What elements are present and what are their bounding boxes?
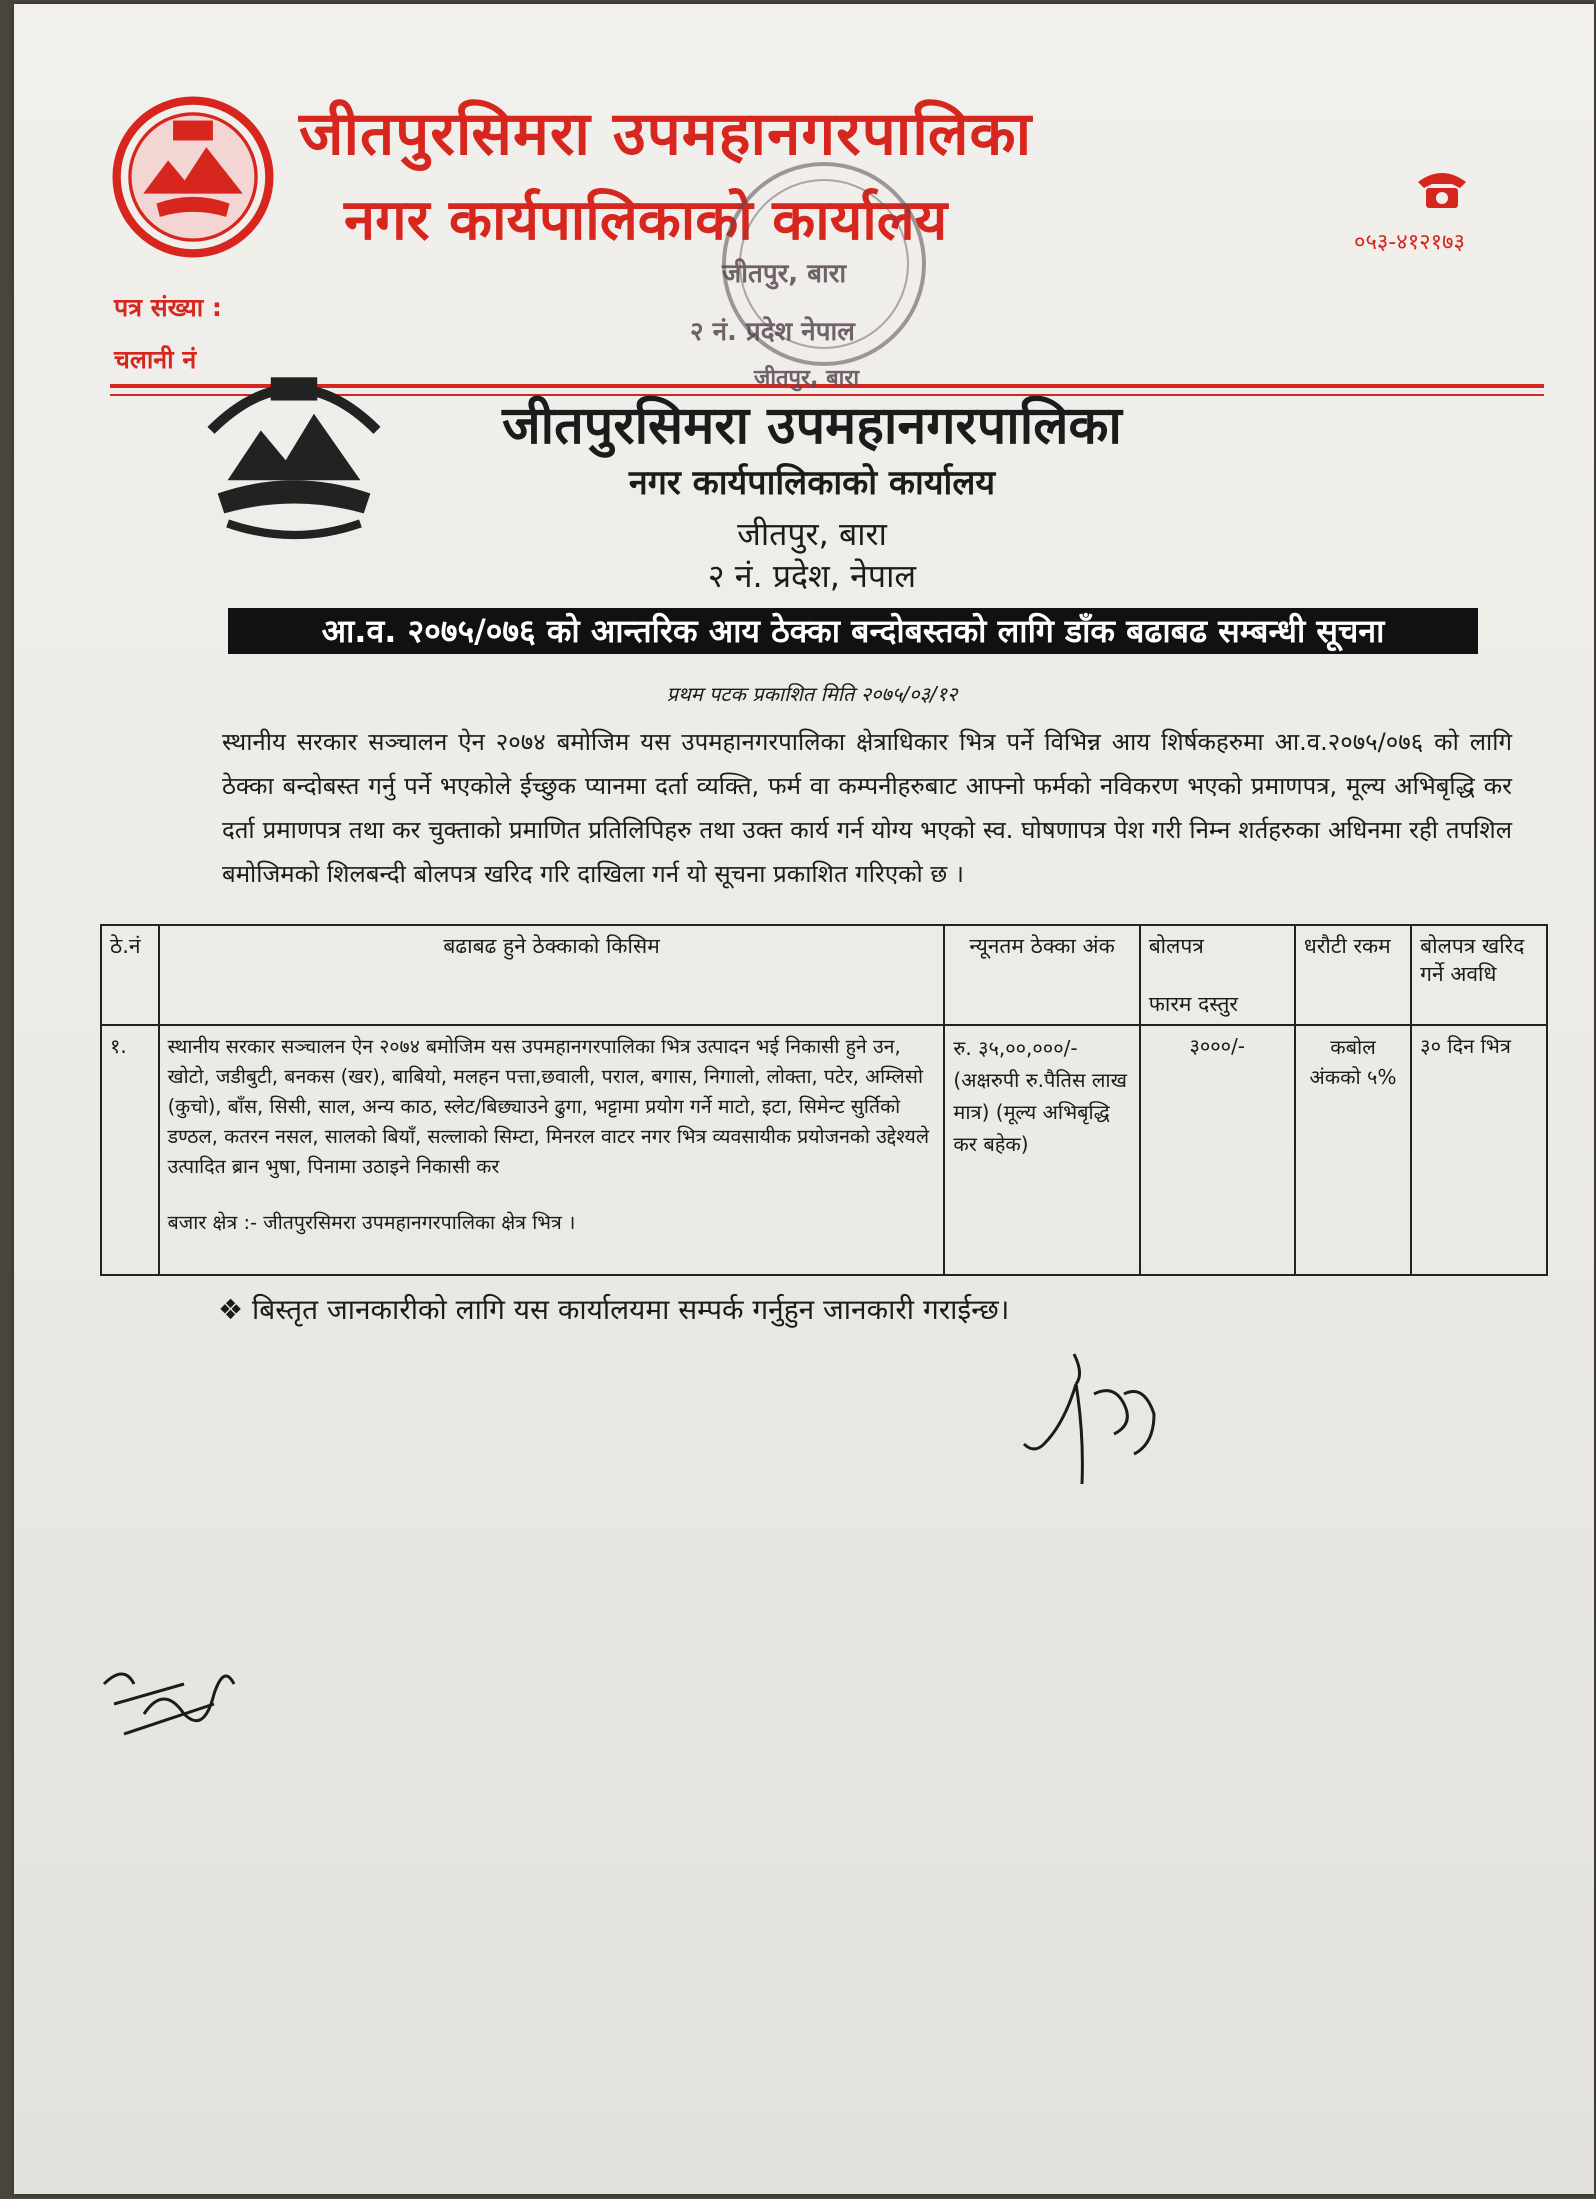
heading-office-name: जीतपुरसिमरा उपमहानगरपालिका bbox=[502, 396, 1122, 456]
contact-note: ❖ बिस्तृत जानकारीको लागि यस कार्यालयमा सम्पर्क गर्नुहुन जानकारी गराईन्छ। bbox=[218, 1293, 1010, 1326]
letterhead-title: जीतपुरसिमरा उपमहानगरपालिका bbox=[299, 99, 1033, 169]
stamp-line2: २ नं. प्रदेश नेपाल bbox=[690, 317, 855, 347]
cell-period: ३० दिन भित्र bbox=[1411, 1025, 1547, 1275]
notice-paper bbox=[14, 4, 1594, 2194]
notice-body: स्थानीय सरकार सञ्चालन ऐन २०७४ बमोजिम यस उपमहानगरपालिका क्षेत्राधिकार भित्र पर्ने विभिन्न आय शिर्षकहरुमा आ.व.२०७५/०७६ को लागि ठेक्का बन्दोबस्त गर्नु पर्ने भएकोले ईच्छुक प्यानमा दर्ता व्यक्ति, फर्म वा कम्पनीहरुबाट आफ्नो फर्मको नविकरण भएको प्रमाणपत्र, मूल्य अभिबृद्धि कर दर्ता प्रमाणपत्र तथा कर चुक्ताको प्रमाणित प्रतिलिपिहरु तथा उक्त कार्य गर्न योग्य भएको स्व. घोषणापत्र पेश गरी निम्न शर्तहरुका अधिनमा रही तपशिल बमोजिमको शिलबन्दी बोलपत्र खरिद गरि दाखिला गर्न यो सूचना प्रकाशित गरिएको छ । bbox=[222, 728, 1512, 888]
cell-description-text: स्थानीय सरकार सञ्चालन ऐन २०७४ बमोजिम यस उपमहानगरपालिका भित्र उत्पादन भई निकासी हुने उन, खोटो, जडीबुटी, बनकस (खर), बाबियो, मलहन पत्ता,छवाली, पराल, बगास, निगालो, लोक्ता, पटेर, अम्लिसो (कुचो), बाँस, सिसी, साल, अन्य काठ, स्लेट/बिछ्याउने ढुगा, भट्टामा प्रयोग गर्ने माटो, इटा, सिमेन्ट सुर्तिको डण्ठल, कतरन नसल, सालको बियाँ, सल्लाको सिम्टा, मिनरल वाटर नगर भित्र व्यवसायीक प्रयोजनको उद्देश्यले उत्पादित ब्रान भुषा, पिनामा उठाइने निकासी कर bbox=[167, 1035, 930, 1178]
col-header-type: बढाबढ हुने ठेक्काको किसिम bbox=[159, 925, 945, 1025]
cell-market-area: बजार क्षेत्र :- जीतपुरसिमरा उपमहानगरपालिका क्षेत्र भित्र । bbox=[167, 1211, 576, 1234]
chalani-label: चलानी नं bbox=[114, 345, 197, 374]
tender-table bbox=[100, 924, 1548, 1276]
cell-deposit: कबोल अंकको ५% bbox=[1295, 1025, 1411, 1275]
col-header-deposit: धरौटी रकम bbox=[1295, 925, 1411, 1025]
phone-icon bbox=[1414, 168, 1470, 210]
col-header-min-amount: न्यूनतम ठेक्का अंक bbox=[944, 925, 1139, 1025]
cell-min-amount: रु. ३५,००,०००/- (अक्षरुपी रु.पैतिस लाख मात्र) (मूल्य अभिबृद्धि कर बहेक) bbox=[944, 1025, 1139, 1275]
col-header-form-line1: बोलपत्र bbox=[1148, 934, 1204, 958]
col-header-form-fee bbox=[1140, 925, 1295, 1025]
published-date: प्रथम पटक प्रकाशित मिति २०७५/०३/१२ bbox=[666, 682, 958, 706]
margin-initials-icon bbox=[94, 1624, 244, 1774]
signature-icon bbox=[1004, 1344, 1184, 1494]
phone-number: ०५३-४१२१७३ bbox=[1354, 230, 1465, 255]
stamp-line3: जीतपुर, बारा bbox=[754, 366, 860, 391]
notice-title-banner: आ.व. २०७५/०७६ को आन्तरिक आय ठेक्का बन्दोबस्तको लागि डाँक बढाबढ सम्बन्धी सूचना bbox=[228, 608, 1478, 654]
table-header-row bbox=[101, 925, 1547, 1025]
office-stamp bbox=[674, 154, 974, 424]
nepal-emblem-icon bbox=[110, 94, 276, 260]
letterhead-subtitle: नगर कार्यपालिकाको कार्यालय bbox=[344, 188, 948, 253]
stamp-line1: जीतपुर, बारा bbox=[722, 259, 847, 289]
heading-province: २ नं. प्रदेश, नेपाल bbox=[707, 557, 917, 595]
heading-office-unit: नगर कार्यपालिकाको कार्यालय bbox=[628, 463, 996, 503]
cell-description bbox=[159, 1025, 945, 1275]
col-header-form-line2: फारम दस्तुर bbox=[1148, 992, 1239, 1016]
patra-sankhya-label: पत्र संख्या : bbox=[114, 293, 222, 322]
cell-form-fee: ३०००/- bbox=[1140, 1025, 1295, 1275]
col-header-sn: ठे.नं bbox=[101, 925, 159, 1025]
heading-location: जीतपुर, बारा bbox=[737, 515, 887, 553]
col-header-period: बोलपत्र खरिद गर्ने अवधि bbox=[1411, 925, 1547, 1025]
table-row bbox=[101, 1025, 1547, 1275]
cell-sn: १. bbox=[101, 1025, 159, 1275]
